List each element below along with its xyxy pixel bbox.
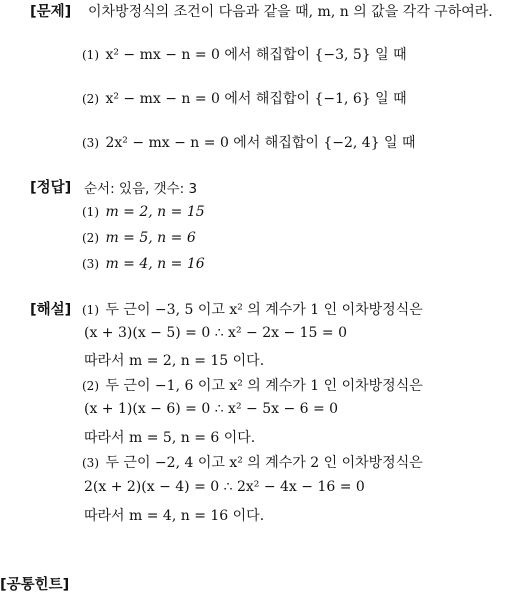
solution-line-8 [84,479,365,495]
solution-line-text: 두 근이 −3, 5 이고 x² 의 계수가 1 인 이차방정식은 [105,302,423,318]
problem-item-2 [82,88,407,108]
solution-line-7 [82,452,423,472]
answer-item-2 [82,230,196,246]
solution-line-text: 따라서 m = 5, n = 6 이다. [84,430,256,446]
problem-item-number: (1) [82,48,99,62]
problem-item-text: x² − mx − n = 0 에서 해집합이 {−3, 5} 일 때 [105,47,407,63]
solution-line-9 [84,505,264,525]
answer-item-3 [82,256,205,272]
solution-line-text: 두 근이 −1, 6 이고 x² 의 계수가 1 인 이차방정식은 [105,378,423,394]
problem-item-1 [82,44,407,64]
problem-stem: 이차방정식의 조건이 다음과 같을 때, m, n 의 값을 각각 구하여라. [88,4,493,20]
solution-line-text: 따라서 m = 2, n = 15 이다. [84,353,265,369]
answer-tag: [정답] [30,180,72,196]
solution-line-text: 두 근이 −2, 4 이고 x² 의 계수가 2 인 이차방정식은 [105,455,423,471]
answer-item-number: (1) [82,205,99,219]
solution-line-text: 따라서 m = 4, n = 16 이다. [84,508,265,524]
solution-line-text: (x + 1)(x − 6) = 0 ∴ x² − 5x − 6 = 0 [84,401,339,417]
problem-item-text: x² − mx − n = 0 에서 해집합이 {−1, 6} 일 때 [105,91,407,107]
solution-line-1 [82,299,423,319]
answer-item-text: m = 2, n = 15 [105,204,205,220]
solution-line-number: (1) [82,303,99,317]
answer-item-number: (3) [82,257,99,271]
problem-item-3 [82,132,416,152]
answer-item-1 [82,204,205,220]
problem-item-text: 2x² − mx − n = 0 에서 해집합이 {−2, 4} 일 때 [105,135,416,151]
solution-line-4 [82,375,423,395]
solution-line-6 [84,427,255,447]
solution-line-2 [84,325,347,341]
answer-item-text: m = 4, n = 16 [105,256,205,272]
problem-item-number: (2) [82,92,99,106]
solution-line-text: (x + 3)(x − 5) = 0 ∴ x² − 2x − 15 = 0 [84,325,347,341]
solution-line-text: 2(x + 2)(x − 4) = 0 ∴ 2x² − 4x − 16 = 0 [84,479,365,495]
solution-line-5 [84,401,338,417]
answer-item-text: m = 5, n = 6 [105,230,196,246]
solution-tag: [해설] [30,302,72,318]
problem-item-number: (3) [82,136,99,150]
solution-line-3 [84,350,264,370]
solution-line-number: (2) [82,379,99,393]
answer-item-number: (2) [82,231,99,245]
problem-tag: [문제] [30,4,72,20]
solution-line-number: (3) [82,456,99,470]
answer-meta: 순서: 있음, 갯수: 3 [84,181,198,197]
hint-tag: [공통힌트] [0,577,70,593]
